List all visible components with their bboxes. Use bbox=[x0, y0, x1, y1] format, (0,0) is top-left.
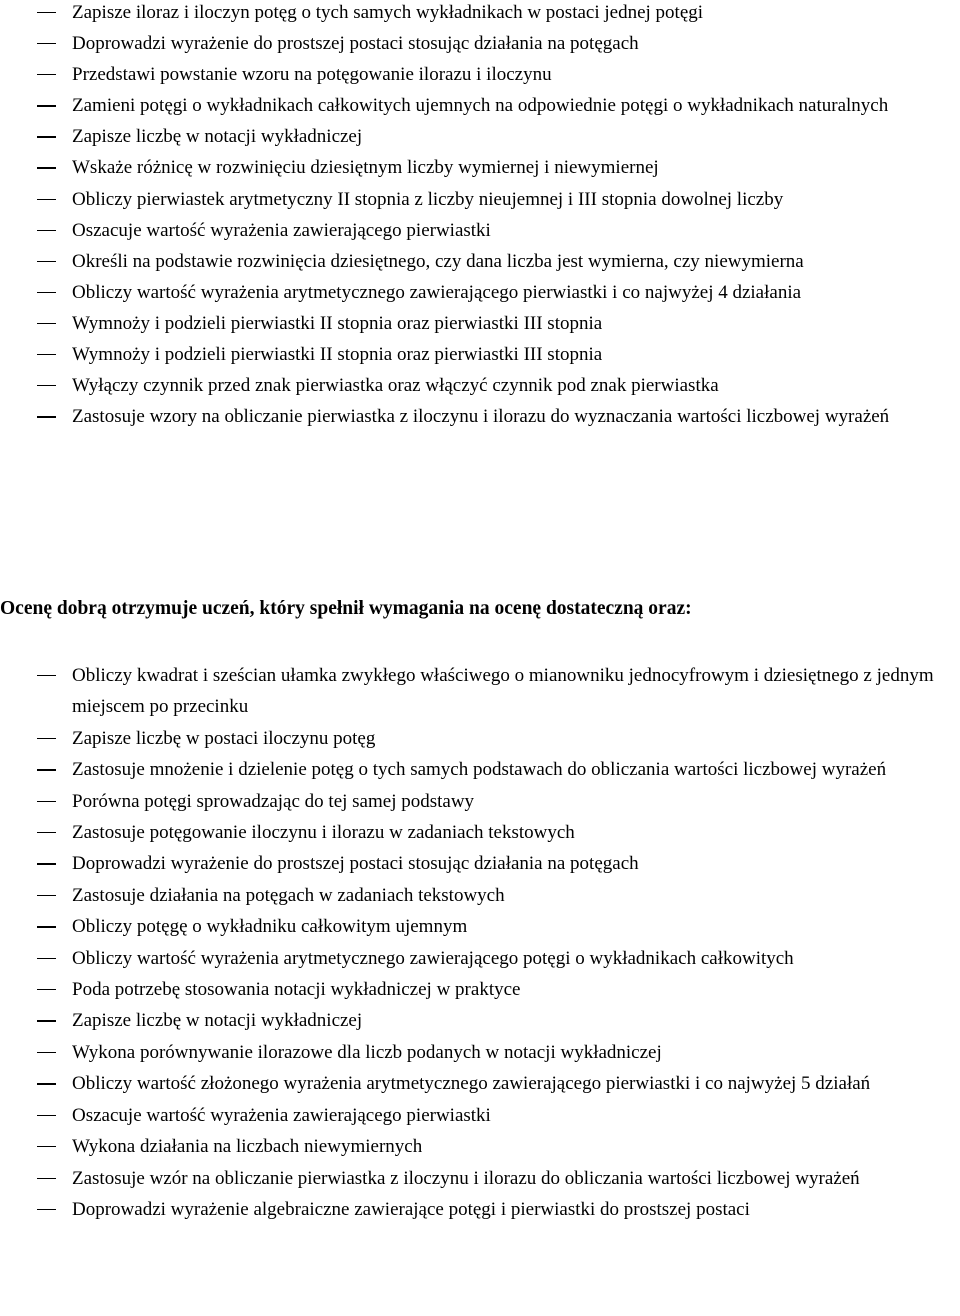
requirement-text: Zastosuje wzór na obliczanie pierwiastka z iloczynu i ilorazu do obliczania wartości liczbowej wyrażeń bbox=[72, 1167, 860, 1189]
requirement-text: Zastosuje potęgowanie iloczynu i ilorazu w zadaniach tekstowych bbox=[72, 822, 575, 844]
requirement-text: Zamieni potęgi o wykładnikach całkowitych ujemnych na odpowiednie potęgi o wykładnikach naturalnych bbox=[72, 95, 889, 117]
dash-bullet-icon bbox=[37, 1020, 56, 1021]
dash-bullet-icon bbox=[37, 385, 56, 386]
requirement-text: Zapisze liczbę w notacji wykładniczej bbox=[72, 1010, 363, 1032]
requirement-item bbox=[0, 277, 960, 308]
requirement-item bbox=[0, 308, 960, 339]
requirement-item bbox=[0, 339, 960, 370]
dash-bullet-icon bbox=[37, 292, 56, 293]
requirement-text: Określi na podstawie rozwinięcia dziesiętnego, czy dana liczba jest wymierna, czy niewymierna bbox=[72, 250, 804, 272]
dash-bullet-icon bbox=[37, 323, 56, 324]
dash-bullet-icon bbox=[37, 230, 56, 231]
requirement-text: Wymnoży i podzieli pierwiastki II stopnia oraz pierwiastki III stopnia bbox=[72, 312, 603, 334]
requirement-item bbox=[0, 848, 960, 879]
dash-bullet-icon bbox=[37, 261, 56, 262]
requirement-item bbox=[0, 90, 960, 121]
requirement-item bbox=[0, 754, 960, 785]
requirement-item bbox=[0, 974, 960, 1005]
requirement-item bbox=[0, 121, 960, 152]
grade-good-heading: Ocenę dobrą otrzymuje uczeń, który spełnił wymagania na ocenę dostateczną oraz: bbox=[0, 598, 692, 619]
requirement-item bbox=[0, 817, 960, 848]
requirement-item bbox=[0, 1100, 960, 1131]
requirement-item bbox=[0, 880, 960, 911]
requirement-item bbox=[0, 911, 960, 942]
dash-bullet-icon bbox=[37, 863, 56, 864]
requirement-text: Doprowadzi wyrażenie do prostszej postaci stosując działania na potęgach bbox=[72, 853, 639, 875]
requirement-text: Zapisze iloraz i iloczyn potęg o tych samych wykładnikach w postaci jednej potęgi bbox=[72, 2, 704, 23]
requirement-item bbox=[0, 660, 960, 723]
requirement-item bbox=[0, 943, 960, 974]
dash-bullet-icon bbox=[37, 136, 56, 137]
requirement-text: Zastosuje działania na potęgach w zadaniach tekstowych bbox=[72, 884, 505, 906]
requirement-text: Wyłączy czynnik przed znak pierwiastka oraz włączyć czynnik pod znak pierwiastka bbox=[72, 375, 719, 397]
dash-bullet-icon bbox=[37, 105, 56, 106]
requirement-text: Obliczy wartość wyrażenia arytmetycznego zawierającego potęgi o wykładnikach całkowitych bbox=[72, 947, 794, 969]
dash-bullet-icon bbox=[37, 1209, 56, 1210]
requirement-item bbox=[0, 152, 960, 183]
requirement-text: Obliczy potęgę o wykładniku całkowitym ujemnym bbox=[72, 916, 468, 938]
requirement-item bbox=[0, 0, 960, 28]
requirement-item bbox=[0, 246, 960, 277]
dash-bullet-icon bbox=[37, 416, 56, 417]
requirement-text: Wykona działania na liczbach niewymiernych bbox=[72, 1136, 423, 1158]
requirement-text: Wykona porównywanie ilorazowe dla liczb podanych w notacji wykładniczej bbox=[72, 1041, 662, 1063]
requirement-text: Wymnoży i podzieli pierwiastki II stopnia oraz pierwiastki III stopnia bbox=[72, 344, 603, 366]
requirement-text: Zapisze liczbę w postaci iloczynu potęg bbox=[72, 727, 376, 749]
requirement-item bbox=[0, 1068, 960, 1099]
dash-bullet-icon bbox=[37, 1052, 56, 1053]
requirement-text: Obliczy wartość złożonego wyrażenia arytmetycznego zawierającego pierwiastki i co najwyżej 5 działań bbox=[72, 1073, 871, 1095]
dash-bullet-icon bbox=[37, 43, 56, 44]
requirement-item bbox=[0, 723, 960, 754]
requirement-text: Zastosuje mnożenie i dzielenie potęg o tych samych podstawach do obliczania wartości liczbowej wyrażeń bbox=[72, 759, 887, 781]
requirement-item bbox=[0, 59, 960, 90]
dash-bullet-icon bbox=[37, 12, 56, 13]
requirement-text: Porówna potęgi sprowadzając do tej samej podstawy bbox=[72, 790, 475, 812]
dash-bullet-icon bbox=[37, 199, 56, 200]
dash-bullet-icon bbox=[37, 1083, 56, 1084]
dash-bullet-icon bbox=[37, 1115, 56, 1116]
dash-bullet-icon bbox=[37, 801, 56, 802]
dash-bullet-icon bbox=[37, 926, 56, 927]
requirement-text: Obliczy wartość wyrażenia arytmetycznego zawierającego pierwiastki i co najwyżej 4 działania bbox=[72, 281, 802, 303]
dash-bullet-icon bbox=[37, 167, 56, 168]
requirement-text: Doprowadzi wyrażenie do prostszej postaci stosując działania na potęgach bbox=[72, 33, 639, 55]
requirement-item bbox=[0, 1037, 960, 1068]
requirement-text: Wskaże różnicę w rozwinięciu dziesiętnym liczby wymiernej i niewymiernej bbox=[72, 157, 659, 179]
requirements-list-continued bbox=[0, 0, 960, 432]
requirement-item bbox=[0, 370, 960, 401]
dash-bullet-icon bbox=[37, 989, 56, 990]
requirement-text: Przedstawi powstanie wzoru na potęgowanie ilorazu i iloczynu bbox=[72, 64, 552, 86]
requirement-text: Doprowadzi wyrażenie algebraiczne zawierające potęgi i pierwiastki do prostszej postaci bbox=[72, 1198, 750, 1220]
requirement-item bbox=[0, 215, 960, 246]
requirement-text: Obliczy kwadrat i sześcian ułamka zwykłego właściwego o mianowniku jednocyfrowym i dziesiętnego z jednym miejscem po przecinku bbox=[72, 665, 934, 718]
requirement-item bbox=[0, 1163, 960, 1194]
requirement-item bbox=[0, 401, 960, 432]
requirement-item bbox=[0, 1005, 960, 1036]
requirement-text: Zastosuje wzory na obliczanie pierwiastka z iloczynu i ilorazu do wyznaczania wartości liczbowej wyrażeń bbox=[72, 406, 890, 428]
requirement-item bbox=[0, 184, 960, 215]
requirement-item bbox=[0, 28, 960, 59]
dash-bullet-icon bbox=[37, 738, 56, 739]
dash-bullet-icon bbox=[37, 769, 56, 770]
requirement-item bbox=[0, 786, 960, 817]
dash-bullet-icon bbox=[37, 74, 56, 75]
dash-bullet-icon bbox=[37, 1178, 56, 1179]
requirement-text: Zapisze liczbę w notacji wykładniczej bbox=[72, 126, 363, 148]
dash-bullet-icon bbox=[37, 832, 56, 833]
requirements-list-good bbox=[0, 660, 960, 1225]
dash-bullet-icon bbox=[37, 675, 56, 676]
requirement-text: Poda potrzebę stosowania notacji wykładniczej w praktyce bbox=[72, 979, 521, 1001]
requirement-item bbox=[0, 1131, 960, 1162]
requirement-text: Obliczy pierwiastek arytmetyczny II stopnia z liczby nieujemnej i III stopnia dowolnej liczby bbox=[72, 188, 784, 210]
dash-bullet-icon bbox=[37, 958, 56, 959]
requirement-text: Oszacuje wartość wyrażenia zawierającego pierwiastki bbox=[72, 1104, 491, 1126]
requirement-text: Oszacuje wartość wyrażenia zawierającego pierwiastki bbox=[72, 219, 491, 241]
dash-bullet-icon bbox=[37, 895, 56, 896]
dash-bullet-icon bbox=[37, 354, 56, 355]
dash-bullet-icon bbox=[37, 1146, 56, 1147]
requirement-item bbox=[0, 1194, 960, 1225]
